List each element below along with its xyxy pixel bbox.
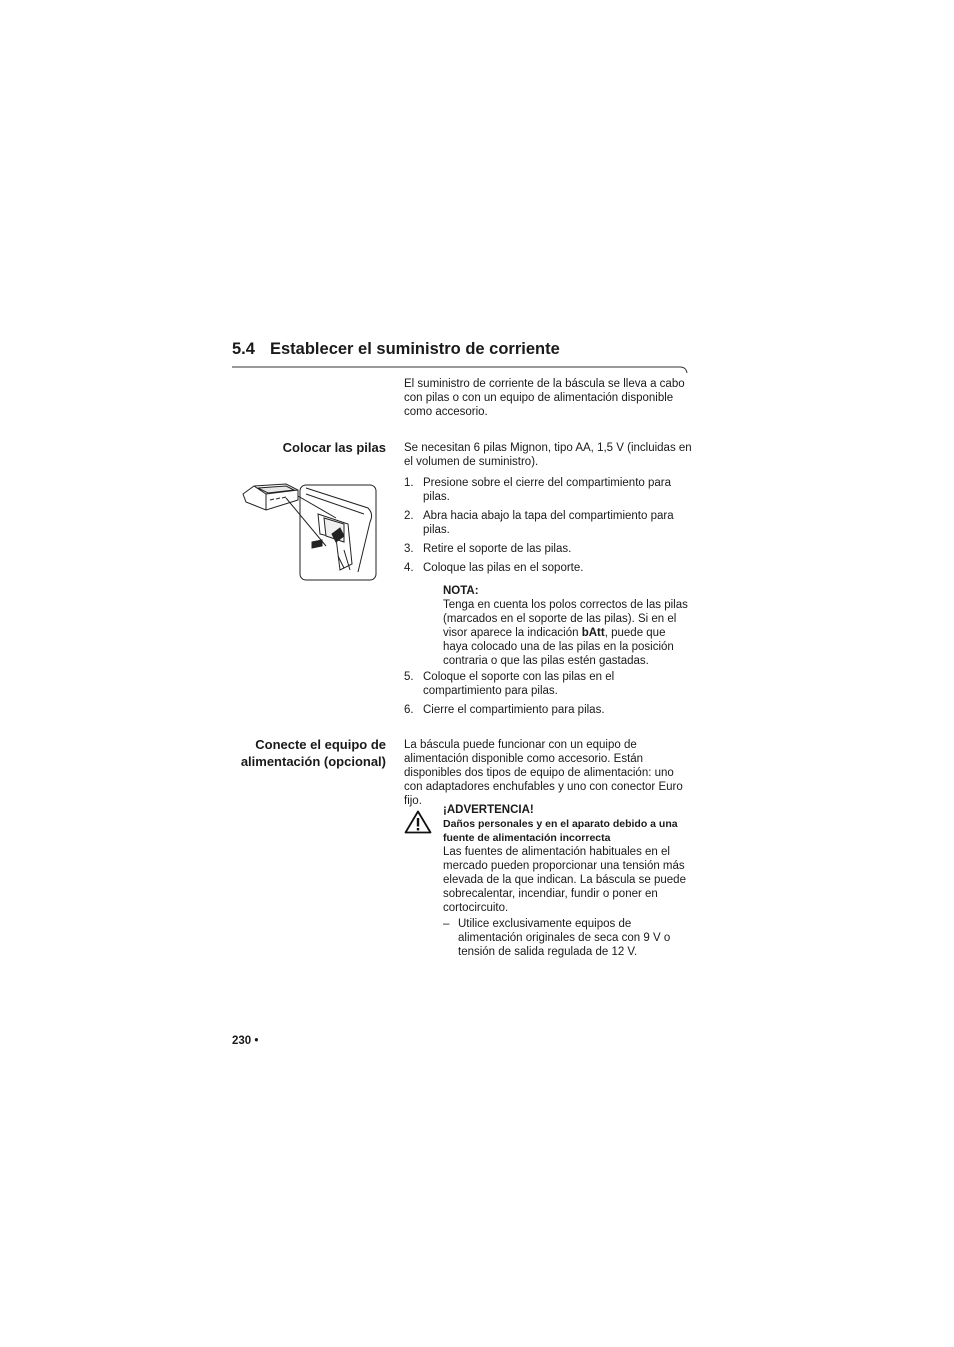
step-text: Coloque las pilas en el soporte.	[423, 562, 584, 574]
note-title: NOTA:	[443, 585, 479, 597]
step-text: Coloque el soporte con las pilas en el compartimiento para pilas.	[423, 671, 615, 697]
warning-list-item	[443, 917, 693, 959]
step-text: Retire el soporte de las pilas.	[423, 543, 572, 555]
step-number: 3.	[404, 543, 414, 555]
warning-icon	[404, 810, 432, 834]
warning-subtitle: Daños personales y en el aparato debido a una fuente de alimentación incorrecta	[443, 818, 678, 844]
step-number: 4.	[404, 562, 414, 574]
battery-steps-list	[404, 476, 692, 575]
display-code: bAtt	[581, 627, 605, 639]
step-number: 5.	[404, 671, 414, 683]
note-text-after: , puede que haya colocado una de las pilas en la posición contraria o que las pilas estén gastadas.	[443, 627, 674, 667]
step-text: Presione sobre el cierre del compartimiento para pilas.	[423, 477, 672, 503]
warning-item-text: Utilice exclusivamente equipos de alimentación originales de seca con 9 V o tensión de salida regulada de 12 V.	[458, 918, 671, 958]
warning-box	[443, 803, 693, 959]
step-item	[404, 670, 692, 698]
power-paragraph: La báscula puede funcionar con un equipo de alimentación disponible como accesorio. Están disponibles dos tipos de equipo de alimentación: uno con adaptadores enchufables y uno con conector Euro fijo.	[404, 739, 683, 807]
batteries-heading: Colocar las pilas	[282, 440, 386, 455]
warning-text: Las fuentes de alimentación habituales en el mercado pueden proporcionar una tensión más elevada de la que indican. La báscula se puede sobrecalentar, incendiar, fundir o poner en cortocircuito.	[443, 846, 686, 914]
batteries-lead: Se necesitan 6 pilas Mignon, tipo AA, 1,5 V (incluidas en el volumen de suministro).	[404, 442, 692, 468]
warning-title: ¡ADVERTENCIA!	[443, 804, 534, 816]
step-number: 2.	[404, 510, 414, 522]
section-title-text: Establecer el suministro de corriente	[270, 340, 560, 358]
step-item	[404, 703, 692, 717]
step-item	[404, 509, 692, 537]
step-item	[404, 476, 692, 504]
step-item	[404, 561, 692, 575]
power-heading-line2: alimentación (opcional)	[240, 753, 386, 769]
step-number: 1.	[404, 477, 414, 489]
dash-bullet: –	[443, 918, 450, 930]
intro-paragraph: El suministro de corriente de la báscula se lleva a cabo con pilas o con un equipo de alimentación disponible como accesorio.	[404, 378, 685, 418]
step-text: Cierre el compartimiento para pilas.	[423, 704, 605, 716]
step-number: 6.	[404, 704, 414, 716]
power-heading-line1: Conecte el equipo de	[255, 737, 386, 752]
step-item	[404, 542, 692, 556]
section-number: 5.4	[232, 340, 255, 358]
battery-steps-list-continued	[404, 670, 692, 717]
note-box	[443, 584, 693, 668]
section-title	[232, 340, 560, 359]
step-text: Abra hacia abajo la tapa del compartimiento para pilas.	[423, 510, 674, 536]
battery-compartment-illustration	[240, 478, 380, 582]
note-text	[443, 598, 693, 668]
page-number: 230 •	[232, 1035, 259, 1047]
power-heading	[241, 737, 386, 770]
note-text-before: Tenga en cuenta los polos correctos de las pilas (marcados en el soporte de las pilas). Si en el visor aparece la indicación	[443, 599, 688, 639]
